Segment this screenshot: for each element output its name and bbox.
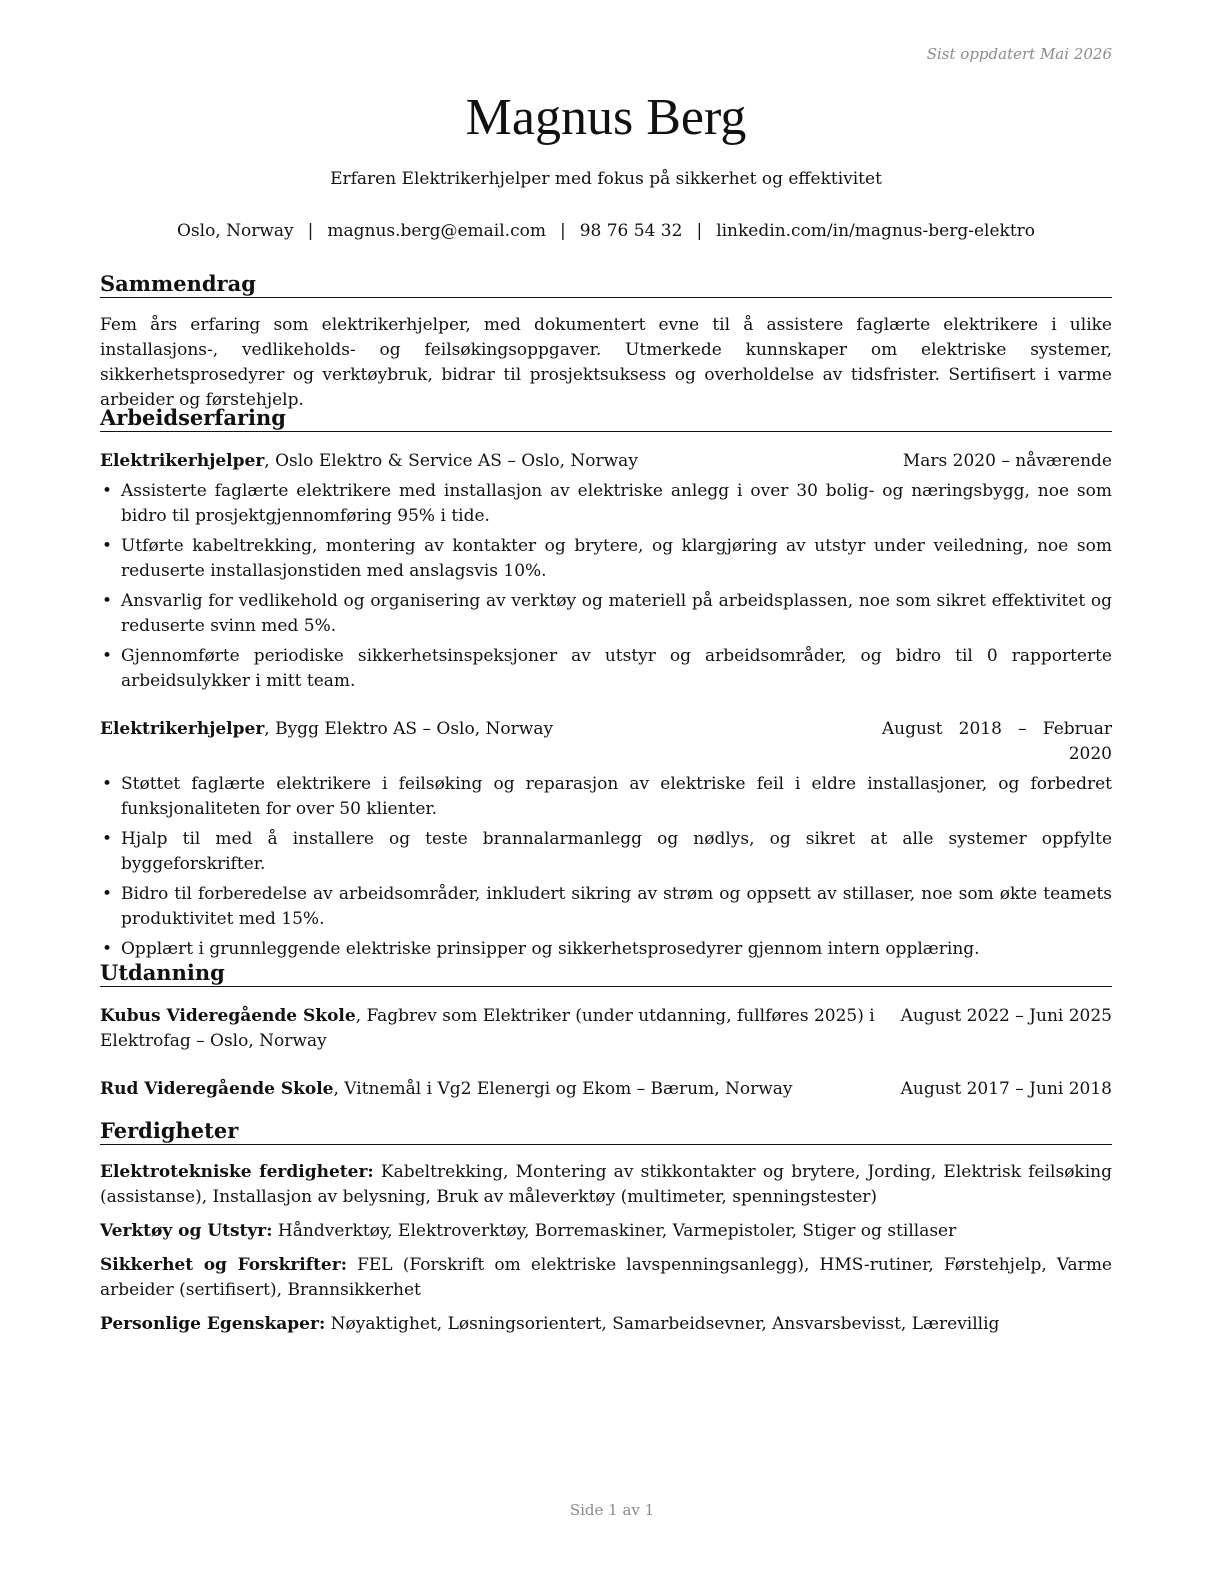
section-title-skills: Ferdigheter	[100, 1118, 1112, 1145]
contact-separator: |	[696, 221, 703, 241]
job-company: , Bygg Elektro AS – Oslo, Norway	[264, 719, 554, 739]
candidate-name: Magnus Berg	[465, 89, 747, 146]
job-role: Elektrikerhjelper	[100, 451, 265, 471]
job-bullet: • Bidro til forberedelse av arbeidsområder, inkludert sikring av strøm og oppsett av stillaser, noe som økte teamets produktivitet med 15%.	[100, 882, 1112, 932]
section-title-education: Utdanning	[100, 960, 1112, 987]
contact-email[interactable]: magnus.berg@email.com	[327, 221, 546, 241]
job-bullets	[100, 772, 1112, 962]
contact-separator: |	[307, 221, 314, 241]
section-title-summary: Sammendrag	[100, 271, 1112, 298]
skill-row	[100, 1219, 1112, 1244]
education-dates: August 2022 – Juni 2025	[900, 1006, 1112, 1026]
skill-text: Nøyaktighet, Løsningsorientert, Samarbeidsevner, Ansvarsbevisst, Lærevillig	[325, 1314, 1000, 1334]
job-bullet: • Opplært i grunnleggende elektriske prinsipper og sikkerhetsprosedyrer gjennom intern opplæring.	[100, 937, 1112, 962]
skill-row	[100, 1312, 1112, 1337]
skills-section	[100, 1118, 1112, 1337]
job-bullet: • Støttet faglærte elektrikere i feilsøking og reparasjon av elektriske feil i eldre installasjoner, og forbedret funksjonaliteten for over 50 klienter.	[100, 772, 1112, 822]
skill-label: Verktøy og Utstyr:	[100, 1221, 273, 1241]
job-header	[100, 449, 1112, 474]
skill-text: FEL (Forskrift om elektriske lavspenningsanlegg), HMS-rutiner, Førstehjelp, Varme arbeider (sertifisert), Brannsikkerhet	[100, 1255, 1112, 1300]
contact-location: Oslo, Norway	[176, 221, 294, 241]
job-bullet: • Assisterte faglærte elektrikere med installasjon av elektriske anlegg i over 30 bolig- og næringsbygg, noe som bidro til prosjektgjennomføring 95% i tide.	[100, 479, 1112, 529]
education-detail: , Vitnemål i Vg2 Elenergi og Ekom – Bærum, Norway	[333, 1079, 793, 1099]
job-bullet: • Gjennomførte periodiske sikkerhetsinspeksjoner av utstyr og arbeidsområder, og bidro til 0 rapporterte arbeidsulykker i mitt team.	[100, 644, 1112, 694]
contact-phone: 98 76 54 32	[579, 221, 683, 241]
job-header	[100, 717, 1112, 767]
skill-label: Sikkerhet og Forskrifter:	[100, 1255, 347, 1275]
job-dates	[882, 717, 1112, 767]
job-dates-line1: August 2018 – Februar	[881, 719, 1112, 739]
page-number: Side 1 av 1	[569, 1501, 655, 1519]
skill-row	[100, 1253, 1112, 1303]
job-dates-line2: 2020	[1068, 744, 1112, 764]
skill-label: Personlige Egenskaper:	[100, 1314, 326, 1334]
education-section	[100, 960, 1112, 1102]
tagline: Erfaren Elektrikerhjelper med fokus på sikkerhet og effektivitet	[330, 169, 882, 189]
education-dates: August 2017 – Juni 2018	[900, 1079, 1112, 1099]
contact-linkedin[interactable]: linkedin.com/in/magnus-berg-elektro	[716, 221, 1036, 241]
contact-line	[100, 220, 1112, 242]
summary-section	[100, 271, 1112, 413]
education-detail-cont: Elektrofag – Oslo, Norway	[100, 1031, 327, 1051]
job-role: Elektrikerhjelper	[100, 719, 265, 739]
experience-section	[100, 405, 1112, 962]
skill-row	[100, 1160, 1112, 1210]
education-school: Rud Videregående Skole	[100, 1079, 334, 1099]
education-item	[100, 1077, 1112, 1102]
section-title-experience: Arbeidserfaring	[100, 405, 1112, 432]
last-updated: Sist oppdatert Mai 2026	[926, 45, 1112, 63]
job-bullet: • Utførte kabeltrekking, montering av kontakter og brytere, og klargjøring av utstyr under veiledning, noe som reduserte installasjonstiden med anslagsvis 10%.	[100, 534, 1112, 584]
resume-page	[100, 0, 1112, 1584]
job-bullet: • Ansvarlig for vedlikehold og organisering av verktøy og materiell på arbeidsplassen, noe som sikret effektivitet og reduserte svinn med 5%.	[100, 589, 1112, 639]
summary-text: Fem års erfaring som elektrikerhjelper, med dokumentert evne til å assistere faglærte elektrikere i ulike installasjons-, vedlikeholds- og feilsøkingsoppgaver. Utmerkede kunnskaper om elektriske systemer, sikkerhetsprosedyrer og verktøybruk, bidrar til prosjektsuksess og overholdelse av tidsfrister. Sertifisert i varme arbeider og førstehjelp.	[100, 315, 1112, 410]
job-bullets	[100, 479, 1112, 694]
skill-text: Håndverktøy, Elektroverktøy, Borremaskiner, Varmepistoler, Stiger og stillaser	[272, 1221, 957, 1241]
education-item	[100, 1004, 1112, 1054]
contact-separator: |	[559, 221, 566, 241]
job-dates: Mars 2020 – nåværende	[902, 451, 1112, 471]
job-company: , Oslo Elektro & Service AS – Oslo, Norway	[264, 451, 638, 471]
education-detail: , Fagbrev som Elektriker (under utdanning, fullføres 2025) i	[355, 1006, 875, 1026]
job-bullet: • Hjalp til med å installere og teste brannalarmanlegg og nødlys, og sikret at alle systemer oppfylte byggeforskrifter.	[100, 827, 1112, 877]
education-school: Kubus Videregående Skole	[100, 1006, 356, 1026]
skill-text: Kabeltrekking, Montering av stikkontakter og brytere, Jording, Elektrisk feilsøking (assistanse), Installasjon av belysning, Bruk av måleverktøy (multimeter, spenningstester)	[100, 1162, 1112, 1207]
skill-label: Elektrotekniske ferdigheter:	[100, 1162, 374, 1182]
